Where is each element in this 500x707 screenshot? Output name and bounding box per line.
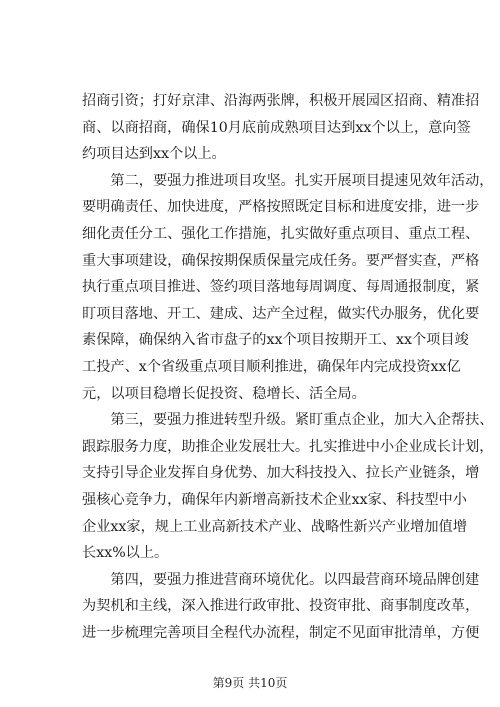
paragraph-2 — [82, 168, 494, 407]
text-line: 第三，要强力推进转型升级。紧盯重点企业，加大入企帮扶、 — [82, 412, 494, 429]
paragraph-4 — [82, 567, 480, 647]
text-line: 第二，要强力推进项目攻坚。扎实开展项目提速见效年活动， — [82, 172, 494, 189]
text-line: 要明确责任、加快进度，严格按照既定目标和进度安排，进一步 — [82, 199, 480, 216]
text-line: 元，以项目稳增长促投资、稳增长、活全局。 — [82, 385, 366, 402]
text-line: 素保障，确保纳入省市盘子的xx个项目按期开工、xx个项目竣 — [82, 332, 469, 349]
text-line: 招商引资；打好京津、沿海两张牌，积极开展园区招商、精准招 — [82, 93, 480, 109]
paragraph-3 — [82, 407, 494, 567]
text-line: 工投产、x个省级重点项目顺利推进，确保年内完成投资xx亿 — [82, 358, 461, 375]
text-line: 进一步梳理完善项目全程代办流程，制定不见面审批清单，方便 — [82, 624, 480, 641]
paragraph-1 — [82, 88, 480, 168]
text-line: 商、以商招商，确保10月底前成熟项目达到xx个以上，意向签 — [82, 119, 471, 136]
text-line: 重大事项建设，确保按期保质保量完成任务。要严督实查，严格 — [82, 252, 480, 269]
text-line: 盯项目落地、开工、建成、达产全过程，做实代办服务，优化要 — [82, 305, 480, 322]
text-line: 细化责任分工、强化工作措施，扎实做好重点项目、重点工程、 — [82, 225, 480, 242]
text-line: 执行重点项目推进、签约项目落地每周调度、每周通报制度，紧 — [82, 279, 480, 296]
text-line: 企业xx家，规上工业高新技术产业、战略性新兴产业增加值增 — [82, 518, 467, 535]
text-line: 支持引导企业发挥自身优势、加大科技投入、拉长产业链条，增 — [82, 465, 480, 482]
text-line: 第四，要强力推进营商环境优化。以四最营商环境品牌创建 — [82, 571, 480, 588]
text-line: 约项目达到xx个以上。 — [82, 146, 226, 163]
text-line: 强核心竞争力，确保年内新增高新技术企业xx家、科技型中小 — [82, 491, 467, 508]
text-line: 跟踪服务力度，助推企业发展壮大。扎实推进中小企业成长计划， — [82, 438, 494, 455]
document-body — [82, 88, 494, 646]
text-line: 长xx%以上。 — [82, 545, 169, 562]
page-number-footer: 第9页 共10页 — [212, 676, 288, 690]
text-line: 为契机和主线，深入推进行政审批、投资审批、商事制度改革， — [82, 598, 480, 615]
